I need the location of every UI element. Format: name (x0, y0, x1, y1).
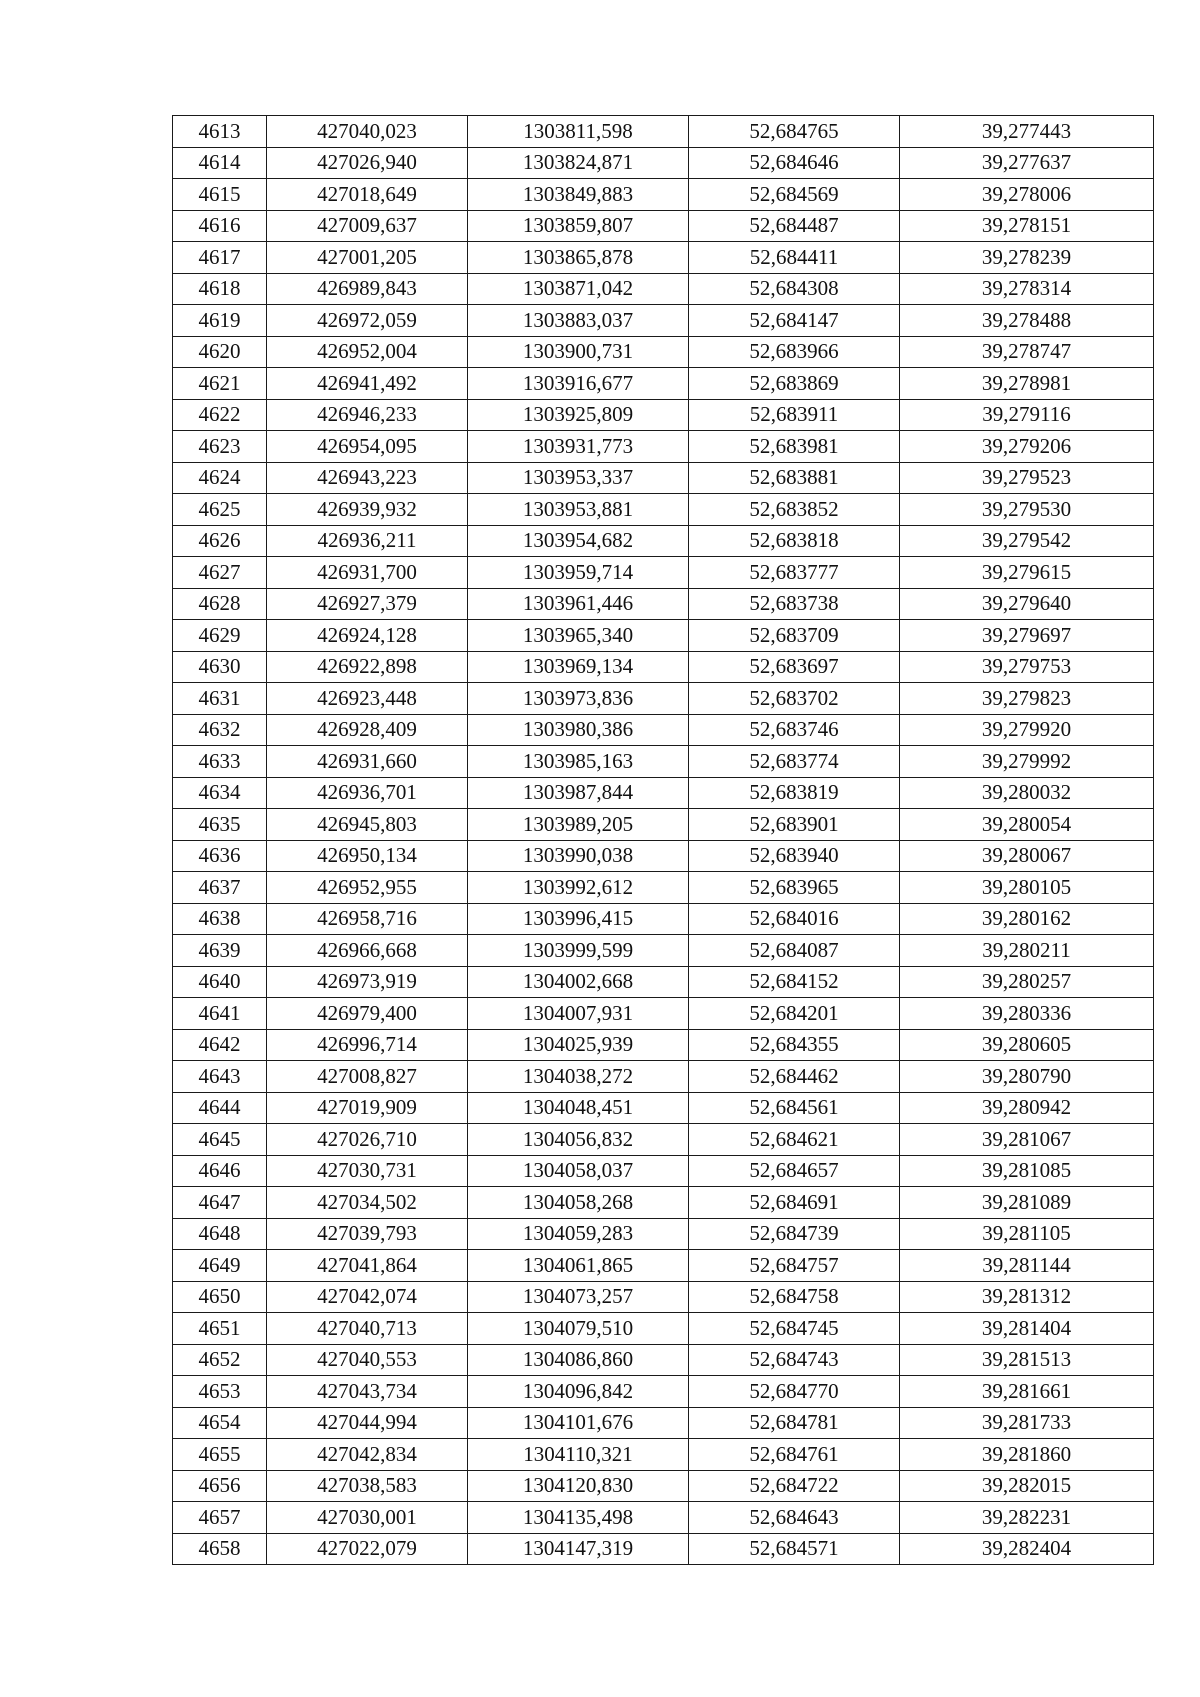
longitude-cell: 39,280032 (900, 777, 1154, 809)
y-coordinate-cell: 1304120,830 (468, 1470, 689, 1502)
y-coordinate-cell: 1304007,931 (468, 998, 689, 1030)
latitude-cell: 52,683965 (689, 872, 900, 904)
table-row (173, 1470, 1154, 1502)
longitude-cell: 39,281312 (900, 1281, 1154, 1313)
point-number-cell: 4617 (173, 242, 267, 274)
y-coordinate-cell: 1303865,878 (468, 242, 689, 274)
x-coordinate-cell: 427041,864 (267, 1250, 468, 1282)
latitude-cell: 52,683981 (689, 431, 900, 463)
point-number-cell: 4635 (173, 809, 267, 841)
longitude-cell: 39,278747 (900, 336, 1154, 368)
longitude-cell: 39,281404 (900, 1313, 1154, 1345)
x-coordinate-cell: 426996,714 (267, 1029, 468, 1061)
y-coordinate-cell: 1303871,042 (468, 273, 689, 305)
table-row (173, 872, 1154, 904)
latitude-cell: 52,683709 (689, 620, 900, 652)
latitude-cell: 52,683777 (689, 557, 900, 589)
point-number-cell: 4637 (173, 872, 267, 904)
longitude-cell: 39,279823 (900, 683, 1154, 715)
y-coordinate-cell: 1303954,682 (468, 525, 689, 557)
table-row (173, 998, 1154, 1030)
longitude-cell: 39,279523 (900, 462, 1154, 494)
x-coordinate-cell: 427022,079 (267, 1533, 468, 1565)
table-row (173, 840, 1154, 872)
table-row (173, 1407, 1154, 1439)
point-number-cell: 4653 (173, 1376, 267, 1408)
latitude-cell: 52,684462 (689, 1061, 900, 1093)
latitude-cell: 52,683869 (689, 368, 900, 400)
y-coordinate-cell: 1303989,205 (468, 809, 689, 841)
point-number-cell: 4647 (173, 1187, 267, 1219)
point-number-cell: 4650 (173, 1281, 267, 1313)
longitude-cell: 39,279206 (900, 431, 1154, 463)
point-number-cell: 4649 (173, 1250, 267, 1282)
x-coordinate-cell: 426931,700 (267, 557, 468, 589)
latitude-cell: 52,684561 (689, 1092, 900, 1124)
x-coordinate-cell: 426958,716 (267, 903, 468, 935)
x-coordinate-cell: 426973,919 (267, 966, 468, 998)
x-coordinate-cell: 427030,731 (267, 1155, 468, 1187)
longitude-cell: 39,281513 (900, 1344, 1154, 1376)
table-row (173, 1344, 1154, 1376)
point-number-cell: 4626 (173, 525, 267, 557)
point-number-cell: 4622 (173, 399, 267, 431)
latitude-cell: 52,684765 (689, 116, 900, 148)
x-coordinate-cell: 426931,660 (267, 746, 468, 778)
y-coordinate-cell: 1304038,272 (468, 1061, 689, 1093)
latitude-cell: 52,684621 (689, 1124, 900, 1156)
y-coordinate-cell: 1303996,415 (468, 903, 689, 935)
latitude-cell: 52,684643 (689, 1502, 900, 1534)
point-number-cell: 4648 (173, 1218, 267, 1250)
y-coordinate-cell: 1303961,446 (468, 588, 689, 620)
latitude-cell: 52,684761 (689, 1439, 900, 1471)
longitude-cell: 39,278239 (900, 242, 1154, 274)
point-number-cell: 4634 (173, 777, 267, 809)
table-row (173, 683, 1154, 715)
longitude-cell: 39,280257 (900, 966, 1154, 998)
x-coordinate-cell: 426972,059 (267, 305, 468, 337)
y-coordinate-cell: 1304059,283 (468, 1218, 689, 1250)
latitude-cell: 52,684569 (689, 179, 900, 211)
point-number-cell: 4618 (173, 273, 267, 305)
point-number-cell: 4630 (173, 651, 267, 683)
table-row (173, 494, 1154, 526)
table-row (173, 903, 1154, 935)
latitude-cell: 52,684745 (689, 1313, 900, 1345)
x-coordinate-cell: 427040,553 (267, 1344, 468, 1376)
x-coordinate-cell: 427038,583 (267, 1470, 468, 1502)
longitude-cell: 39,280054 (900, 809, 1154, 841)
point-number-cell: 4655 (173, 1439, 267, 1471)
longitude-cell: 39,280790 (900, 1061, 1154, 1093)
latitude-cell: 52,683966 (689, 336, 900, 368)
latitude-cell: 52,683738 (689, 588, 900, 620)
longitude-cell: 39,277443 (900, 116, 1154, 148)
longitude-cell: 39,279753 (900, 651, 1154, 683)
longitude-cell: 39,281067 (900, 1124, 1154, 1156)
point-number-cell: 4620 (173, 336, 267, 368)
latitude-cell: 52,684739 (689, 1218, 900, 1250)
longitude-cell: 39,278151 (900, 210, 1154, 242)
y-coordinate-cell: 1303859,807 (468, 210, 689, 242)
latitude-cell: 52,684722 (689, 1470, 900, 1502)
y-coordinate-cell: 1304110,321 (468, 1439, 689, 1471)
latitude-cell: 52,683940 (689, 840, 900, 872)
y-coordinate-cell: 1303980,386 (468, 714, 689, 746)
longitude-cell: 39,281144 (900, 1250, 1154, 1282)
table-row (173, 1155, 1154, 1187)
longitude-cell: 39,280162 (900, 903, 1154, 935)
y-coordinate-cell: 1303959,714 (468, 557, 689, 589)
latitude-cell: 52,684016 (689, 903, 900, 935)
longitude-cell: 39,279697 (900, 620, 1154, 652)
table-row (173, 179, 1154, 211)
y-coordinate-cell: 1304073,257 (468, 1281, 689, 1313)
x-coordinate-cell: 426943,223 (267, 462, 468, 494)
longitude-cell: 39,281085 (900, 1155, 1154, 1187)
y-coordinate-cell: 1304025,939 (468, 1029, 689, 1061)
point-number-cell: 4652 (173, 1344, 267, 1376)
latitude-cell: 52,684308 (689, 273, 900, 305)
longitude-cell: 39,282015 (900, 1470, 1154, 1502)
point-number-cell: 4639 (173, 935, 267, 967)
table-row (173, 966, 1154, 998)
latitude-cell: 52,684770 (689, 1376, 900, 1408)
x-coordinate-cell: 426936,701 (267, 777, 468, 809)
point-number-cell: 4623 (173, 431, 267, 463)
latitude-cell: 52,684571 (689, 1533, 900, 1565)
table-row (173, 525, 1154, 557)
point-number-cell: 4658 (173, 1533, 267, 1565)
longitude-cell: 39,282404 (900, 1533, 1154, 1565)
table-row (173, 714, 1154, 746)
x-coordinate-cell: 426952,004 (267, 336, 468, 368)
longitude-cell: 39,281733 (900, 1407, 1154, 1439)
y-coordinate-cell: 1304058,037 (468, 1155, 689, 1187)
latitude-cell: 52,684355 (689, 1029, 900, 1061)
y-coordinate-cell: 1303811,598 (468, 116, 689, 148)
longitude-cell: 39,279615 (900, 557, 1154, 589)
x-coordinate-cell: 427034,502 (267, 1187, 468, 1219)
latitude-cell: 52,684152 (689, 966, 900, 998)
longitude-cell: 39,279542 (900, 525, 1154, 557)
y-coordinate-cell: 1304079,510 (468, 1313, 689, 1345)
point-number-cell: 4641 (173, 998, 267, 1030)
latitude-cell: 52,684758 (689, 1281, 900, 1313)
table-row (173, 1029, 1154, 1061)
latitude-cell: 52,683819 (689, 777, 900, 809)
latitude-cell: 52,684757 (689, 1250, 900, 1282)
longitude-cell: 39,279640 (900, 588, 1154, 620)
table-row (173, 1061, 1154, 1093)
latitude-cell: 52,684201 (689, 998, 900, 1030)
point-number-cell: 4657 (173, 1502, 267, 1534)
table-row (173, 336, 1154, 368)
longitude-cell: 39,280942 (900, 1092, 1154, 1124)
longitude-cell: 39,282231 (900, 1502, 1154, 1534)
point-number-cell: 4624 (173, 462, 267, 494)
coordinates-table-body (173, 116, 1154, 1565)
x-coordinate-cell: 426928,409 (267, 714, 468, 746)
y-coordinate-cell: 1304086,860 (468, 1344, 689, 1376)
x-coordinate-cell: 426950,134 (267, 840, 468, 872)
longitude-cell: 39,279920 (900, 714, 1154, 746)
y-coordinate-cell: 1303965,340 (468, 620, 689, 652)
y-coordinate-cell: 1304096,842 (468, 1376, 689, 1408)
y-coordinate-cell: 1304048,451 (468, 1092, 689, 1124)
y-coordinate-cell: 1304061,865 (468, 1250, 689, 1282)
x-coordinate-cell: 426979,400 (267, 998, 468, 1030)
y-coordinate-cell: 1304135,498 (468, 1502, 689, 1534)
table-row (173, 1533, 1154, 1565)
longitude-cell: 39,277637 (900, 147, 1154, 179)
point-number-cell: 4632 (173, 714, 267, 746)
point-number-cell: 4636 (173, 840, 267, 872)
x-coordinate-cell: 427030,001 (267, 1502, 468, 1534)
latitude-cell: 52,684087 (689, 935, 900, 967)
y-coordinate-cell: 1304056,832 (468, 1124, 689, 1156)
table-row (173, 368, 1154, 400)
longitude-cell: 39,279992 (900, 746, 1154, 778)
table-row (173, 305, 1154, 337)
point-number-cell: 4625 (173, 494, 267, 526)
point-number-cell: 4640 (173, 966, 267, 998)
longitude-cell: 39,280105 (900, 872, 1154, 904)
y-coordinate-cell: 1304058,268 (468, 1187, 689, 1219)
x-coordinate-cell: 427042,834 (267, 1439, 468, 1471)
latitude-cell: 52,683901 (689, 809, 900, 841)
latitude-cell: 52,683702 (689, 683, 900, 715)
x-coordinate-cell: 426945,803 (267, 809, 468, 841)
table-row (173, 1313, 1154, 1345)
x-coordinate-cell: 427009,637 (267, 210, 468, 242)
latitude-cell: 52,683818 (689, 525, 900, 557)
longitude-cell: 39,281661 (900, 1376, 1154, 1408)
table-row (173, 746, 1154, 778)
longitude-cell: 39,278314 (900, 273, 1154, 305)
point-number-cell: 4621 (173, 368, 267, 400)
x-coordinate-cell: 427039,793 (267, 1218, 468, 1250)
x-coordinate-cell: 426923,448 (267, 683, 468, 715)
point-number-cell: 4619 (173, 305, 267, 337)
x-coordinate-cell: 427044,994 (267, 1407, 468, 1439)
y-coordinate-cell: 1303953,337 (468, 462, 689, 494)
y-coordinate-cell: 1303987,844 (468, 777, 689, 809)
point-number-cell: 4631 (173, 683, 267, 715)
x-coordinate-cell: 426939,932 (267, 494, 468, 526)
longitude-cell: 39,278006 (900, 179, 1154, 211)
longitude-cell: 39,278981 (900, 368, 1154, 400)
y-coordinate-cell: 1303992,612 (468, 872, 689, 904)
x-coordinate-cell: 426989,843 (267, 273, 468, 305)
table-row (173, 651, 1154, 683)
longitude-cell: 39,280605 (900, 1029, 1154, 1061)
latitude-cell: 52,684646 (689, 147, 900, 179)
longitude-cell: 39,280211 (900, 935, 1154, 967)
y-coordinate-cell: 1303900,731 (468, 336, 689, 368)
point-number-cell: 4629 (173, 620, 267, 652)
table-row (173, 273, 1154, 305)
table-row (173, 462, 1154, 494)
latitude-cell: 52,684781 (689, 1407, 900, 1439)
y-coordinate-cell: 1303883,037 (468, 305, 689, 337)
longitude-cell: 39,281089 (900, 1187, 1154, 1219)
longitude-cell: 39,280067 (900, 840, 1154, 872)
table-row (173, 1281, 1154, 1313)
latitude-cell: 52,683881 (689, 462, 900, 494)
point-number-cell: 4613 (173, 116, 267, 148)
longitude-cell: 39,281105 (900, 1218, 1154, 1250)
table-row (173, 399, 1154, 431)
x-coordinate-cell: 426927,379 (267, 588, 468, 620)
point-number-cell: 4638 (173, 903, 267, 935)
x-coordinate-cell: 427026,940 (267, 147, 468, 179)
x-coordinate-cell: 426936,211 (267, 525, 468, 557)
latitude-cell: 52,684411 (689, 242, 900, 274)
y-coordinate-cell: 1304101,676 (468, 1407, 689, 1439)
latitude-cell: 52,683852 (689, 494, 900, 526)
y-coordinate-cell: 1303824,871 (468, 147, 689, 179)
point-number-cell: 4651 (173, 1313, 267, 1345)
table-row (173, 620, 1154, 652)
longitude-cell: 39,281860 (900, 1439, 1154, 1471)
y-coordinate-cell: 1303990,038 (468, 840, 689, 872)
y-coordinate-cell: 1303973,836 (468, 683, 689, 715)
table-row (173, 1187, 1154, 1219)
point-number-cell: 4644 (173, 1092, 267, 1124)
point-number-cell: 4616 (173, 210, 267, 242)
table-row (173, 210, 1154, 242)
y-coordinate-cell: 1303916,677 (468, 368, 689, 400)
x-coordinate-cell: 427040,023 (267, 116, 468, 148)
latitude-cell: 52,683774 (689, 746, 900, 778)
point-number-cell: 4645 (173, 1124, 267, 1156)
table-row (173, 1250, 1154, 1282)
latitude-cell: 52,684743 (689, 1344, 900, 1376)
y-coordinate-cell: 1303969,134 (468, 651, 689, 683)
point-number-cell: 4643 (173, 1061, 267, 1093)
table-row (173, 1124, 1154, 1156)
table-row (173, 1376, 1154, 1408)
x-coordinate-cell: 426924,128 (267, 620, 468, 652)
table-row (173, 242, 1154, 274)
point-number-cell: 4628 (173, 588, 267, 620)
latitude-cell: 52,684691 (689, 1187, 900, 1219)
x-coordinate-cell: 427043,734 (267, 1376, 468, 1408)
x-coordinate-cell: 427001,205 (267, 242, 468, 274)
point-number-cell: 4614 (173, 147, 267, 179)
point-number-cell: 4646 (173, 1155, 267, 1187)
table-row (173, 1439, 1154, 1471)
x-coordinate-cell: 427040,713 (267, 1313, 468, 1345)
table-row (173, 1502, 1154, 1534)
coordinates-table (172, 115, 1154, 1565)
x-coordinate-cell: 427018,649 (267, 179, 468, 211)
y-coordinate-cell: 1303931,773 (468, 431, 689, 463)
point-number-cell: 4654 (173, 1407, 267, 1439)
longitude-cell: 39,278488 (900, 305, 1154, 337)
x-coordinate-cell: 427019,909 (267, 1092, 468, 1124)
y-coordinate-cell: 1303999,599 (468, 935, 689, 967)
y-coordinate-cell: 1304002,668 (468, 966, 689, 998)
latitude-cell: 52,684487 (689, 210, 900, 242)
longitude-cell: 39,279530 (900, 494, 1154, 526)
x-coordinate-cell: 426941,492 (267, 368, 468, 400)
y-coordinate-cell: 1303849,883 (468, 179, 689, 211)
x-coordinate-cell: 427042,074 (267, 1281, 468, 1313)
table-row (173, 809, 1154, 841)
x-coordinate-cell: 426922,898 (267, 651, 468, 683)
y-coordinate-cell: 1304147,319 (468, 1533, 689, 1565)
table-row (173, 935, 1154, 967)
x-coordinate-cell: 426954,095 (267, 431, 468, 463)
table-row (173, 557, 1154, 589)
latitude-cell: 52,684657 (689, 1155, 900, 1187)
point-number-cell: 4633 (173, 746, 267, 778)
table-row (173, 1092, 1154, 1124)
x-coordinate-cell: 426946,233 (267, 399, 468, 431)
point-number-cell: 4656 (173, 1470, 267, 1502)
table-row (173, 777, 1154, 809)
longitude-cell: 39,280336 (900, 998, 1154, 1030)
latitude-cell: 52,684147 (689, 305, 900, 337)
x-coordinate-cell: 427008,827 (267, 1061, 468, 1093)
table-row (173, 116, 1154, 148)
table-row (173, 1218, 1154, 1250)
y-coordinate-cell: 1303985,163 (468, 746, 689, 778)
point-number-cell: 4615 (173, 179, 267, 211)
table-row (173, 431, 1154, 463)
longitude-cell: 39,279116 (900, 399, 1154, 431)
x-coordinate-cell: 426966,668 (267, 935, 468, 967)
y-coordinate-cell: 1303953,881 (468, 494, 689, 526)
x-coordinate-cell: 426952,955 (267, 872, 468, 904)
table-row (173, 588, 1154, 620)
y-coordinate-cell: 1303925,809 (468, 399, 689, 431)
table-row (173, 147, 1154, 179)
point-number-cell: 4642 (173, 1029, 267, 1061)
latitude-cell: 52,683911 (689, 399, 900, 431)
point-number-cell: 4627 (173, 557, 267, 589)
latitude-cell: 52,683746 (689, 714, 900, 746)
latitude-cell: 52,683697 (689, 651, 900, 683)
x-coordinate-cell: 427026,710 (267, 1124, 468, 1156)
